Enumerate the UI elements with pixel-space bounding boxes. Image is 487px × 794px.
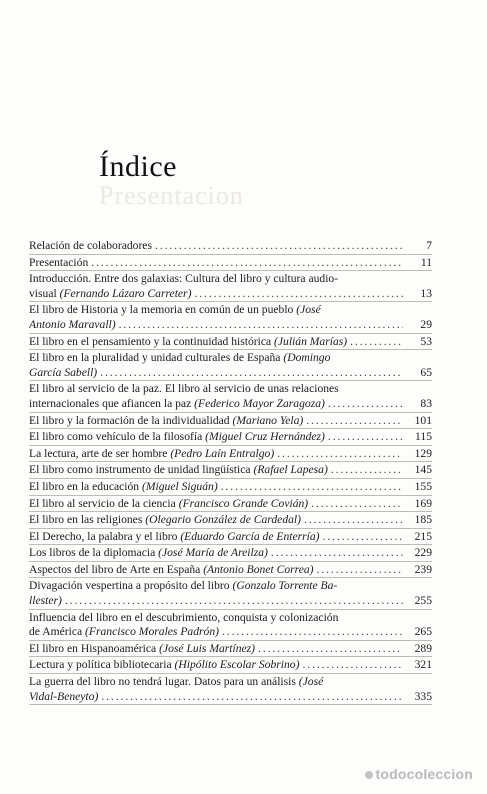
toc-entry [29,562,432,579]
toc-entry-author: Antonio Maravall) [29,317,116,331]
toc-entry-text [29,513,301,528]
toc-entry-author: (Olegario González de Cardedal) [145,513,301,527]
toc-entry [29,657,432,674]
toc-entry-line [29,594,432,609]
toc-entry-page: 335 [414,689,432,703]
toc-entry-author: (Julián Marías) [274,334,348,348]
watermark-dot-icon [365,771,373,779]
toc-entry-title-cont: visual [29,286,57,300]
toc-entry-page: 115 [415,430,432,444]
dot-leader [155,239,403,254]
toc-entry-text [29,480,218,495]
toc-entry-page: 215 [414,529,432,543]
toc-entry-text [29,675,323,690]
toc-entry-line [29,335,432,350]
toc-entry-title: El libro en la pluralidad y unidad culturales de España [29,351,281,365]
toc-entry-author: García Sabell) [29,365,98,379]
toc-entry-page: 155 [414,479,432,493]
toc-entry-text [29,397,325,412]
toc-entry-line [29,690,432,705]
toc-entry-title: Aspectos del libro de Arte en España [29,562,201,576]
toc-entry-text [29,414,303,429]
toc-entry-text [29,642,255,657]
toc-entry-line [29,675,432,690]
toc-entry [29,429,432,446]
toc-entry-text [29,625,219,640]
toc-entry-title: Introducción. Entre dos galaxias: Cultura del libro y cultura audio- [29,272,339,286]
toc-entry-text [29,611,338,626]
toc-entry-author: (Francisco Morales Padrón) [85,625,219,639]
toc-entry-author: (Federico Mayor Zaragoza) [194,396,325,410]
toc-entry [29,462,432,479]
toc-entry-page: 83 [420,396,432,410]
toc-entry-text [29,690,98,705]
toc-entry-title: La guerra del libro no tendrá lugar. Datos para un análisis [29,675,296,689]
toc-entry-title: El libro al servicio de la ciencia [29,496,176,510]
toc-entry-line [29,513,432,528]
toc-entry-title: El libro en las religiones [29,513,143,527]
toc-entry-text [29,546,268,561]
toc-entry [29,578,432,609]
toc-entry-line [29,463,432,478]
toc-entry-author: (Fernando Lázaro Carreter) [59,286,192,300]
toc-entry-line [29,642,432,657]
toc-entry-author: (Gonzalo Torrente Ba- [232,579,338,593]
toc-entry-line [29,414,432,429]
toc-entry-author: (José [298,675,324,689]
toc-entry-line [29,546,432,561]
toc-entry-page: 101 [414,413,432,427]
toc-entry-line [29,287,432,302]
dot-leader [328,397,403,412]
toc-entry-author: (Francisco Grande Covián) [178,496,309,510]
watermark-text: todocoleccion [375,766,473,782]
dot-leader [350,335,403,350]
toc-entry [29,302,432,333]
toc-entry-page: 29 [420,317,432,331]
toc-entry-page: 239 [414,562,432,576]
toc-entry-page: 229 [414,546,432,560]
dot-leader [221,480,403,495]
toc-entry-text [29,430,325,445]
toc-entry-author: (José María de Areilza) [158,546,268,560]
toc-entry-page: 65 [420,365,432,379]
toc-entry-title: El libro en la educación [29,479,140,493]
dot-leader [306,414,403,429]
toc-entry-text [29,579,337,594]
toc-entry-author: (Rafael Lapesa) [253,463,328,477]
toc-entry-title: El Derecho, la palabra y el libro [29,529,178,543]
toc-entry-author: (Hipólito Escolar Sobrino) [174,658,300,672]
toc-entry-page: 255 [414,594,432,608]
toc-entry [29,446,432,463]
toc-entry-text [29,563,314,578]
toc-entry-title: Divagación vespertina a propósito del libro [29,579,230,593]
toc-entry-title: El libro como vehículo de la filosofía [29,430,203,444]
toc-entry-line [29,497,432,512]
toc-entry-title: La lectura, arte de ser hombre [29,446,168,460]
toc-entry-title: El libro y la formación de la individualidad [29,413,230,427]
toc-entry-author: (Antonio Bonet Correa) [203,562,314,576]
dot-leader [311,497,403,512]
toc-entry-title: El libro como instrumento de unidad lingüística [29,463,251,477]
toc-entry-line [29,256,432,271]
toc-entry-text [29,256,88,271]
dot-leader [302,658,403,673]
dot-leader [323,530,403,545]
toc-entry-line [29,239,432,254]
toc-entry-page: 185 [414,513,432,527]
toc-entry-title: Los libros de la diplomacia [29,546,156,560]
toc-entry-author: (José Luis Martínez) [159,641,256,655]
dot-leader [91,256,403,271]
toc-entry-author: (Miguel Siguán) [142,479,218,493]
toc-entry-page: 129 [414,446,432,460]
toc-entry-author: (Eduardo García de Enterría) [180,529,320,543]
toc-entry-page: 145 [414,463,432,477]
toc-entry-line [29,530,432,545]
toc-entry-line [29,303,432,318]
dot-leader [65,594,403,609]
toc-entry [29,512,432,529]
toc-entry-text [29,447,274,462]
toc-entry-text [29,318,116,333]
toc-entry-text [29,658,299,673]
toc-entry-author: (Pedro Laín Entralgo) [170,446,275,460]
dot-leader [194,287,403,302]
toc-entry-page: 265 [414,625,432,639]
toc-entry [29,641,432,658]
toc-entry-line [29,397,432,412]
toc-entry-page: 7 [426,239,432,252]
toc-entry-title-cont: internacionales que afiancen la paz [29,396,192,410]
toc-entry-title: El libro en el pensamiento y la continuidad histórica [29,334,272,348]
watermark-logo [365,766,474,782]
toc-entry [29,529,432,546]
toc-entry-text [29,530,320,545]
toc-entry-title: Lectura y política bibliotecaria [29,658,172,672]
toc-entry-line [29,447,432,462]
toc-entry-page: 169 [414,496,432,510]
toc-entry-author: (José [296,303,321,317]
toc-entry-title: Presentación [29,255,89,269]
toc-entry [29,496,432,513]
toc-entry-title: Relación de colaboradores [29,239,152,252]
toc-entry [29,334,432,351]
toc-entry-title: El libro en Hispanoamérica [29,641,157,655]
toc-entry [29,350,432,381]
toc-entry-author: Vidal-Beneyto) [29,689,99,703]
toc-entry-title: El libro al servicio de la paz. El libro al servicio de unas relaciones [29,382,339,396]
dot-leader [317,563,403,578]
toc-entry-line [29,563,432,578]
toc-entry-text [29,272,338,287]
toc-entry-line [29,366,432,381]
dot-leader [101,690,403,705]
toc-entry-line [29,658,432,673]
toc-entry-author: (Mariano Yela) [232,413,304,427]
toc-entry-text [29,287,191,302]
toc-entry [29,610,432,641]
toc-entry-text [29,497,308,512]
dot-leader [277,447,403,462]
dot-leader [222,625,403,640]
toc-entry-line [29,430,432,445]
toc-entry-text [29,594,62,609]
toc-entry-title-cont: de América [29,625,83,639]
toc-entry-line [29,351,432,366]
toc-entry-line [29,480,432,495]
toc-entry-text [29,463,328,478]
toc-entry-page: 13 [420,286,432,300]
toc-entry-text [29,351,330,366]
toc-entry [29,479,432,496]
toc-entry-text [29,382,339,397]
table-of-contents [29,238,432,705]
toc-entry-line [29,611,432,626]
toc-entry-page: 53 [420,334,432,348]
toc-entry-line [29,382,432,397]
toc-entry-title: El libro de Historia y la memoria en común de un pueblo [29,303,294,317]
toc-entry [29,674,432,705]
toc-entry-line [29,272,432,287]
toc-entry-text [29,303,321,318]
toc-entry-page: 321 [414,658,432,672]
dot-leader [304,513,403,528]
toc-entry [29,413,432,430]
toc-entry-text [29,366,97,381]
show-through-text: Presentacion [99,181,244,210]
toc-entry-line [29,625,432,640]
toc-entry-title: Influencia del libro en el descubrimiento, conquista y colonización [29,610,339,624]
dot-leader [331,463,403,478]
dot-leader [258,642,403,657]
toc-entry-page: 11 [420,255,432,269]
toc-entry [29,545,432,562]
toc-entry [29,238,432,255]
toc-entry-author: (Miguel Cruz Hernández) [205,430,325,444]
dot-leader [100,366,403,381]
dot-leader [271,546,403,561]
toc-entry-text [29,239,152,254]
toc-entry [29,381,432,412]
toc-entry-text [29,335,347,350]
dot-leader [328,430,403,445]
page-title: Índice [99,150,177,183]
toc-entry-page: 289 [414,641,432,655]
toc-entry [29,255,432,272]
dot-leader [119,318,403,333]
toc-entry-line [29,579,432,594]
toc-entry-line [29,318,432,333]
toc-entry-author: llester) [29,594,62,608]
toc-entry [29,271,432,302]
toc-entry-author: (Domingo [283,351,331,365]
